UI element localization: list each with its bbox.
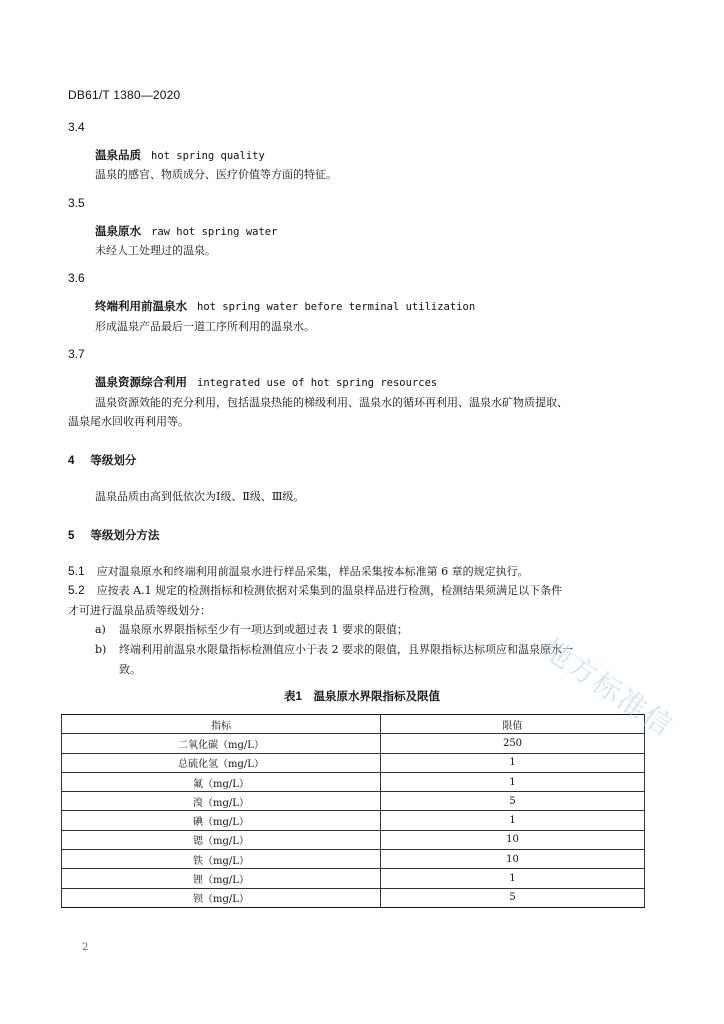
list-marker: a) <box>95 623 106 636</box>
term-definition: 温泉的感官、物质成分、医疗价值等方面的特征。 <box>95 168 337 181</box>
term-definition: 未经人工处理过的温泉。 <box>95 244 216 257</box>
table-header-limit: 限值 <box>381 715 645 734</box>
table-header-row <box>62 715 645 734</box>
table-row <box>62 869 645 888</box>
clause-number: 5.1 <box>68 564 85 578</box>
term-number: 3.6 <box>68 271 85 285</box>
table-cell-limit: 250 <box>381 734 645 753</box>
table-cell-limit: 1 <box>381 772 645 791</box>
table-row <box>62 772 645 791</box>
term-definition: 形成温泉产品最后一道工序所利用的温泉水。 <box>95 320 315 333</box>
table-row <box>62 830 645 849</box>
table-cell-limit: 5 <box>381 792 645 811</box>
table-caption: 表1 温泉原水界限指标及限值 <box>284 691 440 703</box>
term-title-zh: 温泉原水 <box>95 226 141 238</box>
term-definition: 温泉资源效能的充分利用，包括温泉热能的梯级利用、温泉水的循环再利用、温泉水矿物质提取、 <box>95 396 568 409</box>
table-row <box>62 753 645 772</box>
section-text: 温泉品质由高到低依次为Ⅰ级、Ⅱ级、Ⅲ级。 <box>95 490 305 503</box>
term-title-zh: 温泉资源综合利用 <box>95 377 187 389</box>
list-item-text-continued: 致。 <box>119 663 141 676</box>
table-cell-indicator: 总硫化氢（mg/L） <box>62 753 381 772</box>
section-number: 5 <box>68 530 75 542</box>
term-number: 3.5 <box>68 196 85 210</box>
table-cell-limit: 5 <box>381 888 645 907</box>
term-title-en: integrated use of hot spring resources <box>197 377 438 389</box>
section-title: 等级划分 <box>90 455 137 467</box>
list-item-text: 温泉原水界限指标至少有一项达到或超过表 1 要求的限值； <box>119 623 408 636</box>
term-number: 3.4 <box>68 120 85 134</box>
list-marker: b) <box>95 643 107 656</box>
term-title-en: raw hot spring water <box>151 226 278 238</box>
table-cell-limit: 1 <box>381 753 645 772</box>
table-row <box>62 734 645 753</box>
term-title <box>95 223 277 239</box>
clause-number: 5.2 <box>68 583 85 597</box>
table-cell-limit: 1 <box>381 869 645 888</box>
table-cell-indicator: 钡（mg/L） <box>62 888 381 907</box>
page-number: 2 <box>82 942 89 953</box>
section-number: 4 <box>68 455 75 467</box>
table-cell-limit: 10 <box>381 850 645 869</box>
table-row <box>62 811 645 830</box>
term-title <box>95 374 437 390</box>
term-title-zh: 温泉品质 <box>95 150 141 162</box>
table-cell-indicator: 锂（mg/L） <box>62 869 381 888</box>
table-row <box>62 850 645 869</box>
table-row <box>62 888 645 907</box>
table-cell-limit: 1 <box>381 811 645 830</box>
table-cell-indicator: 锶（mg/L） <box>62 830 381 849</box>
table-cell-indicator: 铁（mg/L） <box>62 850 381 869</box>
clause-text: 应按表 A.1 规定的检测指标和检测依据对采集到的温泉样品进行检测，检测结果须满足以下条件 <box>96 584 563 597</box>
table-cell-indicator: 溴（mg/L） <box>62 792 381 811</box>
term-number: 3.7 <box>68 347 85 361</box>
clause-text-continued: 才可进行温泉品质等级划分： <box>68 604 211 617</box>
clause-5-1 <box>68 563 529 579</box>
term-title <box>95 298 475 314</box>
list-item-a <box>95 621 408 637</box>
document-code: DB61/T 1380—2020 <box>68 88 181 102</box>
clause-5-2 <box>68 582 562 598</box>
table-cell-indicator: 二氧化碳（mg/L） <box>62 734 381 753</box>
clause-text: 应对温泉原水和终端利用前温泉水进行样品采集，样品采集按本标准第 6 章的规定执行。 <box>96 565 529 578</box>
section-title: 等级划分方法 <box>90 530 160 542</box>
term-definition-continued: 温泉尾水回收再利用等。 <box>68 415 189 428</box>
table-cell-indicator: 碘（mg/L） <box>62 811 381 830</box>
term-title <box>95 147 265 163</box>
list-item-text: 终端利用前温泉水限量指标检测值应小于表 2 要求的限值，且界限指标达标项应和温泉原水一 <box>119 643 573 656</box>
term-title-en: hot spring quality <box>151 150 265 162</box>
term-title-en: hot spring water before terminal utilization <box>197 301 476 313</box>
table-cell-limit: 10 <box>381 830 645 849</box>
section-heading <box>68 527 159 543</box>
list-item-b <box>95 641 573 657</box>
term-title-zh: 终端利用前温泉水 <box>95 301 187 313</box>
watermark: 地方标准信 <box>536 632 680 744</box>
limit-table <box>61 714 645 908</box>
table-header-indicator: 指标 <box>62 715 381 734</box>
section-heading <box>68 452 136 468</box>
table-row <box>62 792 645 811</box>
table-cell-indicator: 氟（mg/L） <box>62 772 381 791</box>
